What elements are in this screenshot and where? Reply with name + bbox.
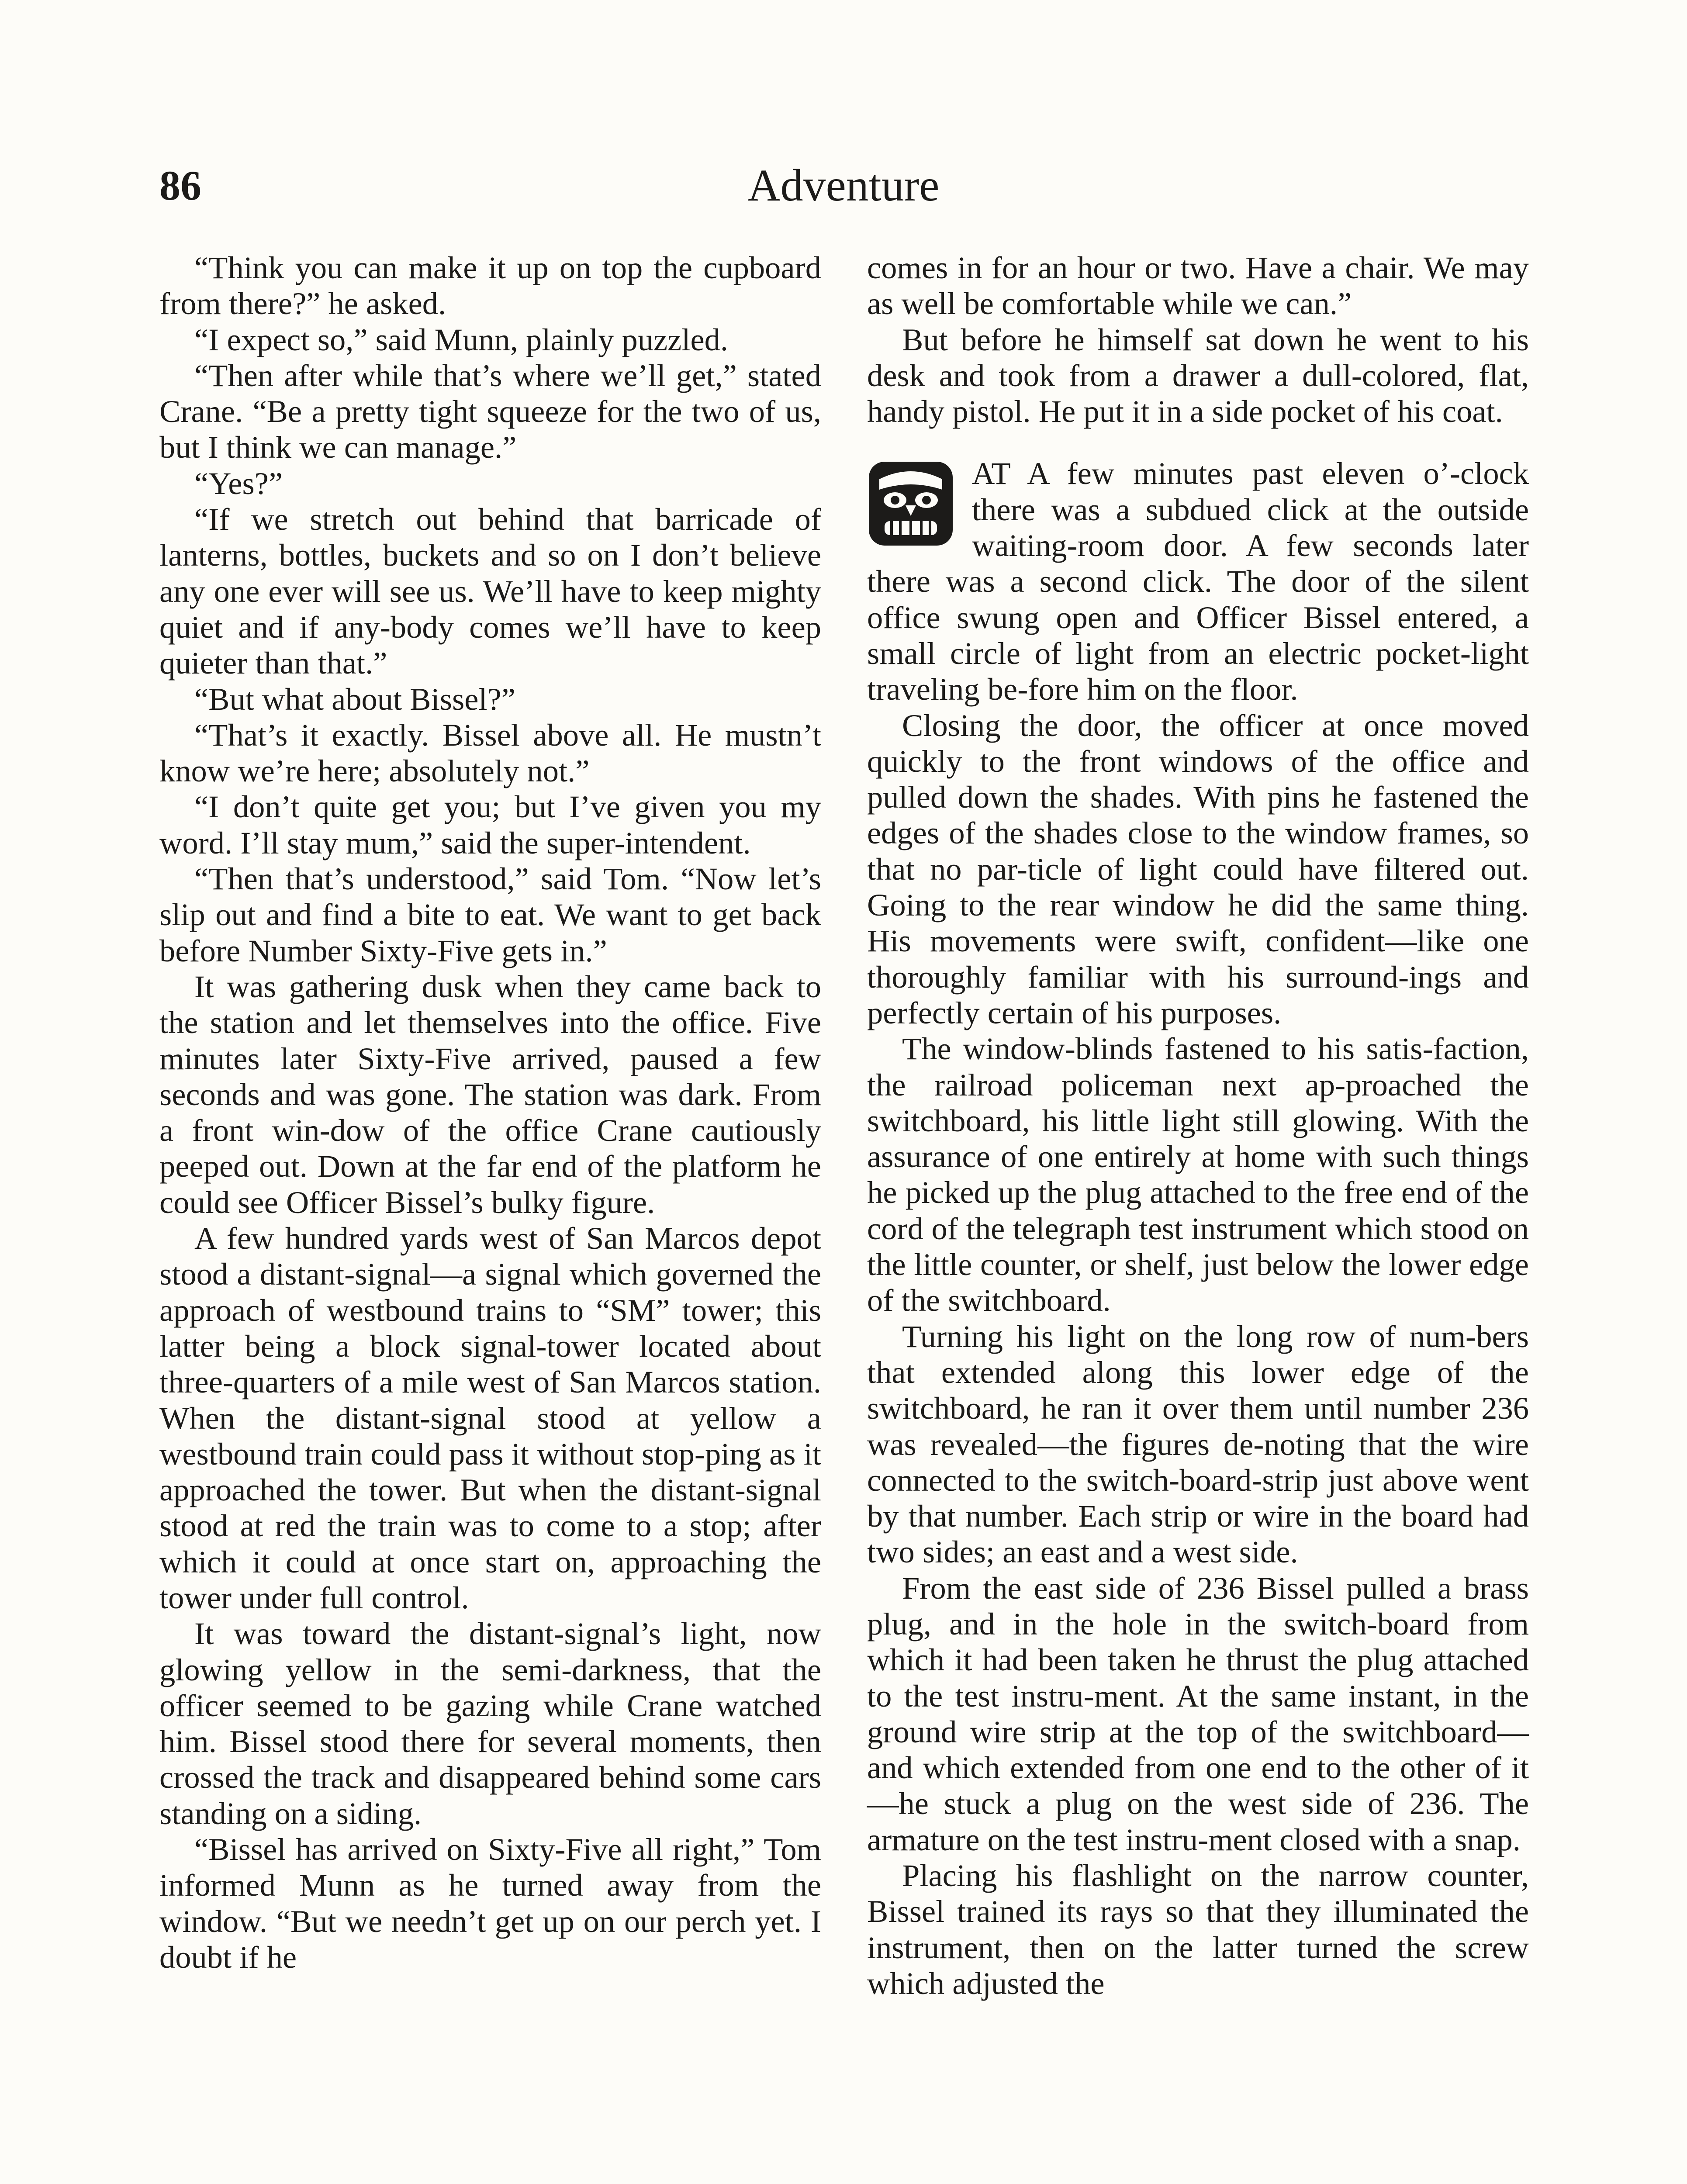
paragraph: “I expect so,” said Munn, plainly puzzled. <box>194 321 729 357</box>
paragraph: “Bissel has arrived on Sixty-Five all right,” Tom informed Munn as he turned away from the window. “But we needn’t get up on our perch yet. I doubt if he <box>159 1832 821 1975</box>
paragraph: “That’s it exactly. Bissel above all. He mustn’t know we’re here; absolutely not.” <box>159 717 821 789</box>
section-opening-paragraph <box>867 456 1529 707</box>
paragraph: “Then after while that’s where we’ll get,” stated Crane. “Be a pretty tight squeeze for the two of us, but I think we can manage.” <box>159 357 821 465</box>
right-column <box>867 250 1529 2001</box>
paragraph: “But what about Bissel?” <box>194 681 515 717</box>
paragraph: “If we stretch out behind that barricade of lanterns, bottles, buckets and so on I don’t believe any one ever will see us. We’ll have to keep mighty quiet and if any-body comes we’ll have to keep quieter than that.” <box>159 501 821 681</box>
paragraph: “Then that’s understood,” said Tom. “Now let’s slip out and find a bite to eat. We want to get back before Number Sixty-Five gets in.” <box>159 861 821 968</box>
paragraph: “I don’t quite get you; but I’ve given you my word. I’ll stay mum,” said the super-intendent. <box>159 789 821 860</box>
continued-paragraph: comes in for an hour or two. Have a chair. We may as well be comfortable while we can.” <box>867 250 1529 321</box>
running-head: Adventure <box>747 160 940 211</box>
page-number: 86 <box>159 162 201 209</box>
paragraph: A few hundred yards west of San Marcos depot stood a distant-signal—a signal which governed the approach of westbound trains to “SM” tower; this latter being a block signal-tower located about three-quarters of a mile west of San Marcos station. When the distant-signal stood at yellow a westbound train could pass it without stop-ping as it approached the tower. But when the distant-signal stood at red the train was to come to a stop; after which it could at once start on, approaching the tower under full control. <box>159 1220 821 1615</box>
paragraph: “Yes?” <box>194 465 283 501</box>
totem-face-icon <box>867 460 954 547</box>
paragraph: “Think you can make it up on top the cupboard from there?” he asked. <box>159 250 821 321</box>
section-open-caps: AT A <box>972 456 1048 491</box>
section-open-text: few minutes past eleven o’-clock there was a subdued click at the outside waiting-room door. A few seconds later there was a second click. The door of the silent office swung open and Officer Bissel entered, a small circle of light from an electric pocket-light traveling be-fore him on the floor. <box>867 456 1529 707</box>
page-header <box>159 155 1528 216</box>
paragraph: It was toward the distant-signal’s light, now glowing yellow in the semi-darkness, that the officer seemed to be gazing while Crane watched him. Bissel stood there for several moments, then crossed the track and disappeared behind some cars standing on a siding. <box>159 1616 821 1831</box>
paragraph: Turning his light on the long row of num-bers that extended along this lower edge of the switchboard, he ran it over them until number 236 was revealed—the figures de-noting that the wire connected to the switch-board-strip just above went by that number. Each strip or wire in the board had two sides; an east and a west side. <box>867 1318 1529 1570</box>
paragraph: The window-blinds fastened to his satis-faction, the railroad policeman next ap-proached the switchboard, his little light still glowing. With the assurance of one entirely at home with such things he picked up the plug attached to the free end of the cord of the telegraph test instrument which stood on the little counter, or shelf, just below the lower edge of the switchboard. <box>867 1031 1529 1318</box>
left-column <box>159 250 821 1975</box>
paragraph: It was gathering dusk when they came back to the station and let themselves into the office. Five minutes later Sixty-Five arrived, paused a few seconds and was gone. The station was dark. From a front win-dow of the office Crane cautiously peeped out. Down at the far end of the platform he could see Officer Bissel’s bulky figure. <box>159 968 821 1220</box>
paragraph: Placing his flashlight on the narrow counter, Bissel trained its rays so that they illuminated the instrument, then on the latter turned the screw which adjusted the <box>867 1858 1529 2001</box>
paragraph: From the east side of 236 Bissel pulled a brass plug, and in the hole in the switch-board from which it had been taken he thrust the plug attached to the test instru-ment. At the same instant, in the ground wire strip at the top of the switchboard—and which extended from one end to the other of it—he stuck a plug on the west side of 236. The armature on the test instru-ment closed with a snap. <box>867 1570 1529 1857</box>
paragraph: But before he himself sat down he went to his desk and took from a drawer a dull-colored, flat, handy pistol. He put it in a side pocket of his coat. <box>867 321 1529 429</box>
paragraph: Closing the door, the officer at once moved quickly to the front windows of the office and pulled down the shades. With pins he fastened the edges of the shades close to the window frames, so that no par-ticle of light could have filtered out. Going to the rear window he did the same thing. His movements were swift, confident—like one thoroughly familiar with his surround-ings and perfectly certain of his purposes. <box>867 707 1529 1030</box>
